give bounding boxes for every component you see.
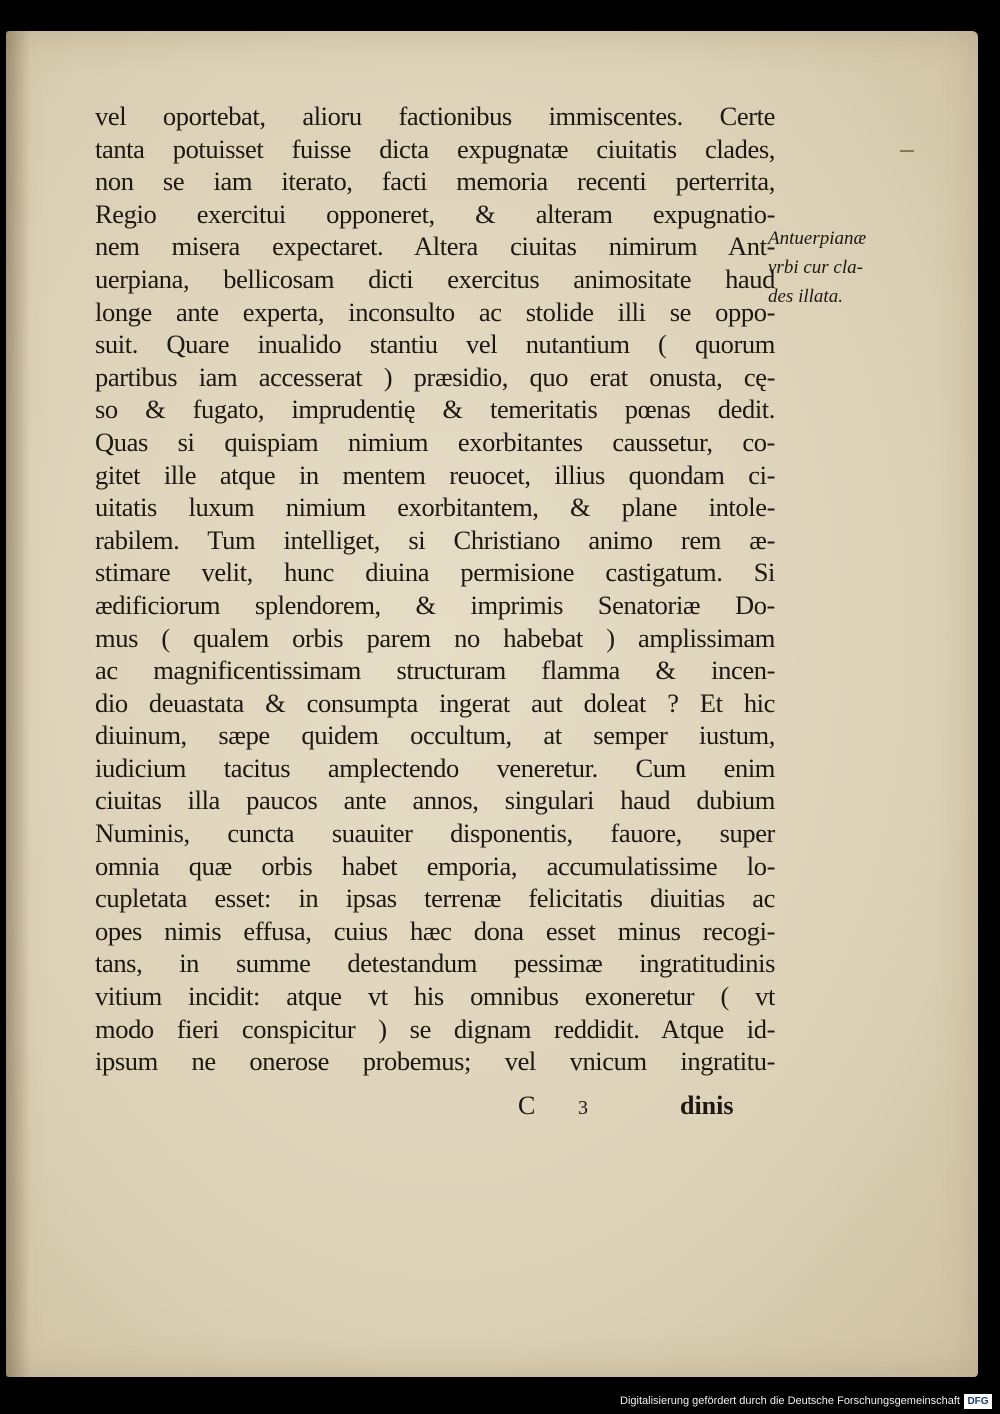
text-line: Numinis, cuncta suauiter disponentis, fauore, super	[95, 818, 775, 849]
text-line: longe ante experta, inconsulto ac stolide illi se oppo-	[95, 296, 775, 327]
text-line: dio deuastata & consumpta ingerat aut doleat ? Et hic	[95, 687, 775, 718]
text-line: cupletata esset: in ipsas terrenæ felicitatis diuitias ac	[95, 883, 775, 914]
page-gutter-shadow	[6, 31, 30, 1377]
text-line: Regio exercitui opponeret, & alteram expugnatio-	[95, 198, 775, 229]
signature-mark: C	[518, 1091, 536, 1120]
text-line: uerpiana, bellicosam dicti exercitus animositate haud	[95, 263, 775, 294]
text-line: vel oportebat, alioru factionibus immiscentes. Certe	[95, 101, 775, 131]
text-line: so & fugato, imprudentię & temeritatis pœnas dedit.	[95, 394, 775, 425]
text-line: iudicium tacitus amplectendo veneretur. Cum enim	[95, 752, 775, 783]
body-text	[95, 100, 775, 1078]
marginal-note-line: des illata.	[768, 286, 843, 307]
text-line: mus ( qualem orbis parem no habebat ) amplissimam	[95, 622, 775, 653]
signature-number: 3	[578, 1097, 588, 1119]
marginal-note-line: Antuerpianæ	[768, 228, 867, 249]
text-line: stimare velit, hunc diuina permisione castigatum. Si	[95, 557, 775, 588]
text-line: Quas si quispiam nimium exorbitantes caussetur, co-	[95, 426, 775, 457]
text-line: opes nimis effusa, cuius hæc dona esset minus recogi-	[95, 915, 775, 946]
catchline	[95, 1091, 755, 1125]
text-line: non se iam iterato, facti memoria recenti perterrita,	[95, 166, 775, 197]
text-line: vitium incidit: atque vt his omnibus exoneretur ( vt	[95, 981, 775, 1012]
marginal-note	[768, 224, 918, 311]
text-line: diuinum, sæpe quidem occultum, at semper iustum,	[95, 720, 775, 751]
text-line: uitatis luxum nimium exorbitantem, & plane intole-	[95, 492, 775, 523]
text-line: tans, in summe detestandum pessimæ ingratitudinis	[95, 948, 775, 979]
text-line: ipsum ne onerose probemus; vel vnicum ingratitu-	[95, 1046, 775, 1077]
text-line: rabilem. Tum intelliget, si Christiano animo rem æ-	[95, 524, 775, 555]
text-line: suit. Quare inualido stantiu vel nutantium ( quorum	[95, 329, 775, 360]
text-line: gitet ille atque in mentem reuocet, illius quondam ci-	[95, 459, 775, 490]
marginal-note-line: vrbi cur cla-	[768, 257, 863, 278]
margin-mark	[900, 150, 914, 152]
digitization-credit: Digitalisierung gefördert durch die Deutsche Forschungsgemeinschaft	[620, 1395, 960, 1407]
text-line: ciuitas illa paucos ante annos, singulari haud dubium	[95, 785, 775, 816]
text-line: tanta potuisset fuisse dicta expugnatæ ciuitatis clades,	[95, 133, 775, 164]
text-line: nem misera expectaret. Altera ciuitas nimirum Ant-	[95, 231, 775, 262]
text-line: omnia quæ orbis habet emporia, accumulatissime lo-	[95, 850, 775, 881]
catchword: dinis	[680, 1091, 734, 1120]
text-line: partibus iam accesserat ) præsidio, quo erat onusta, cę-	[95, 361, 775, 392]
text-line: modo fieri conspicitur ) se dignam reddidit. Atque id-	[95, 1013, 775, 1044]
text-line: ac magnificentissimam structuram flamma & incen-	[95, 655, 775, 686]
text-line: ædificiorum splendorem, & imprimis Senatoriæ Do-	[95, 589, 775, 620]
dfg-logo-icon: DFG	[964, 1394, 992, 1409]
digitization-footer	[0, 1391, 1000, 1414]
